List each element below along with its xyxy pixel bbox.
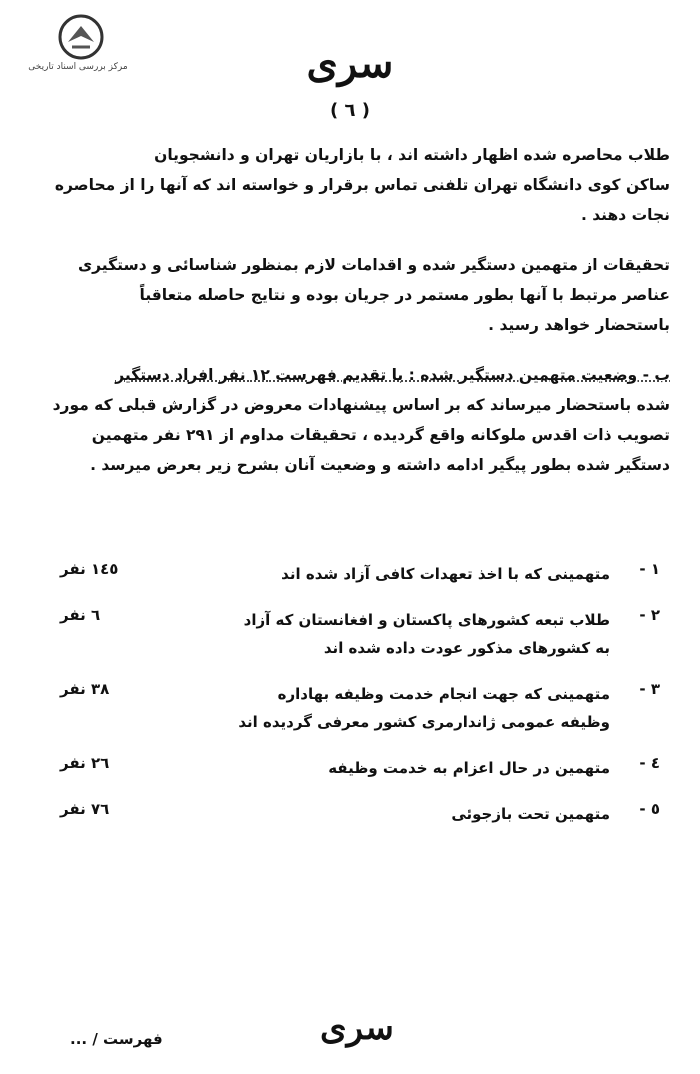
item-number: ٤ - [639,754,660,772]
page-number: ( ٦ ) [330,100,370,121]
item-count: ٣٨ نفر [60,680,110,698]
document-body [30,140,670,500]
item-number: ٣ - [639,680,660,698]
detainee-list [60,560,660,846]
item-number: ٢ - [639,606,660,624]
item-count: ٦ نفر [60,606,101,624]
text-line: دستگیر شده بطور پیگیر ادامه داشته و وضعیت آنان بشرح زیر بعرض میرسد . [90,456,670,474]
item-text [170,754,610,782]
list-item [60,560,660,588]
item-text-line: طلاب تبعه کشورهای پاکستان و افغانستان که آزاد [243,611,610,629]
paragraph-detainee-status [30,360,670,480]
list-item [60,800,660,828]
list-item [60,754,660,782]
paragraph-besieged-students [30,140,670,230]
text-line: شده باستحضار میرساند که بر اساس پیشنهادات معروض در گزارش قبلی که مورد [52,396,670,414]
text-line: نجات دهند . [580,206,670,224]
item-text [170,800,610,828]
text-line: تصویب ذات اقدس ملوکانه واقع گردیده ، تحقیقات مداوم از ٢٩١ نفر متهمین [91,426,670,444]
text-line: تحقیقات از متهمین دستگیر شده و اقدامات لازم بمنظور شناسائی و دستگیری [77,256,670,274]
item-text-line: به کشورهای مذکور عودت داده شده اند [323,639,610,657]
item-text-line: وظیفه عمومی ژاندارمری کشور معرفی گردیده اند [238,713,610,731]
footer-classification-mark: سری [320,1008,394,1048]
item-number: ٥ - [639,800,660,818]
footer-reference: فهرست / ... [70,1030,163,1048]
classification-mark: سری [306,40,394,87]
item-text [170,680,610,736]
archive-logo-text: مرکز بررسی اسناد تاریخی [28,62,128,72]
item-number: ١ - [639,560,660,578]
list-item [60,680,660,736]
text-line: طلاب محاصره شده اظهار داشته اند ، با بازاریان تهران و دانشجویان [154,146,670,164]
header [0,40,700,87]
item-count: ٢٦ نفر [60,754,110,772]
item-count: ١٤٥ نفر [60,560,119,578]
item-text [170,606,610,662]
text-line: ساکن کوی دانشگاه تهران تلفنی تماس برقرار و خواسته اند که آنها را از محاصره [54,176,670,194]
paragraph-investigations [30,250,670,340]
list-item [60,606,660,662]
item-text-line: متهمین در حال اعزام به خدمت وظیفه [328,759,610,777]
item-text-line: متهمینی که با اخذ تعهدات کافی آزاد شده اند [281,565,610,583]
item-text-line: متهمینی که جهت انجام خدمت وظیفه بهاداره [277,685,610,703]
text-line: عناصر مرتبط با آنها بطور مستمر در جریان بوده و نتایج حاصله متعاقباً [139,286,670,304]
item-count: ٧٦ نفر [60,800,110,818]
item-text [170,560,610,588]
item-text-line: متهمین تحت بازجوئی [451,805,610,823]
footer [0,1008,700,1058]
section-heading-line: ب - وضعیت متهمین دستگیر شده : با تقدیم فهرست ١٢ نفر افراد دستگیر [115,366,670,384]
text-line: باستحضار خواهد رسید . [488,316,670,334]
